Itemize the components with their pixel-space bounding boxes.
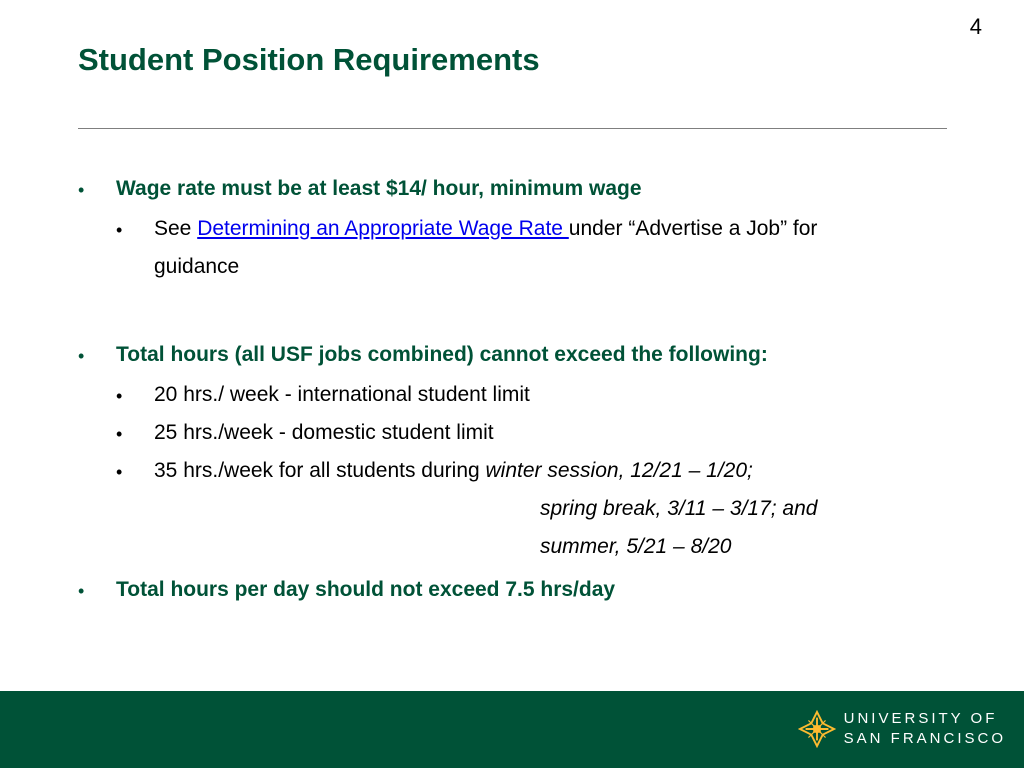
bullet-marker: • xyxy=(116,220,123,240)
logo-text-line1: UNIVERSITY OF xyxy=(843,710,998,727)
title-divider xyxy=(78,128,947,129)
daily-hours-heading: Total hours per day should not exceed 7.5 hrs/day xyxy=(116,578,616,601)
wage-guidance-line xyxy=(154,217,817,241)
slide-title: Student Position Requirements xyxy=(78,42,540,77)
bullet-marker: • xyxy=(78,581,85,601)
seasonal-limit-item xyxy=(154,459,753,483)
logo-text-line2: SAN FRANCISCO xyxy=(843,730,1006,747)
bullet-marker: • xyxy=(116,462,123,482)
spring-break-period: spring break, 3/11 – 3/17; and xyxy=(540,497,818,520)
bullet-marker: • xyxy=(78,346,85,366)
wage-guidance-continuation: guidance xyxy=(154,255,240,278)
bullet-marker: • xyxy=(116,424,123,444)
footer-bar xyxy=(0,691,1024,768)
wage-guidance-prefix: See xyxy=(154,217,198,240)
winter-session-period: winter session, 12/21 – 1/20; xyxy=(485,459,753,482)
bullet-marker: • xyxy=(116,386,123,406)
total-hours-heading: Total hours (all USF jobs combined) cannot exceed the following: xyxy=(116,343,768,366)
seasonal-limit-prefix: 35 hrs./week for all students during xyxy=(154,459,486,482)
summer-period: summer, 5/21 – 8/20 xyxy=(540,535,732,558)
bullet-marker: • xyxy=(78,180,85,200)
domestic-limit-item: 25 hrs./week - domestic student limit xyxy=(154,421,494,444)
wage-rate-link[interactable]: Determining an Appropriate Wage Rate xyxy=(197,217,569,240)
wage-guidance-suffix: under “Advertise a Job” for xyxy=(568,217,818,240)
international-limit-item: 20 hrs./ week - international student limit xyxy=(154,383,530,406)
usf-logo xyxy=(798,709,1006,749)
wage-rate-heading: Wage rate must be at least $14/ hour, minimum wage xyxy=(116,177,642,200)
usf-cross-mark-icon xyxy=(798,710,836,748)
page-number: 4 xyxy=(969,14,982,39)
